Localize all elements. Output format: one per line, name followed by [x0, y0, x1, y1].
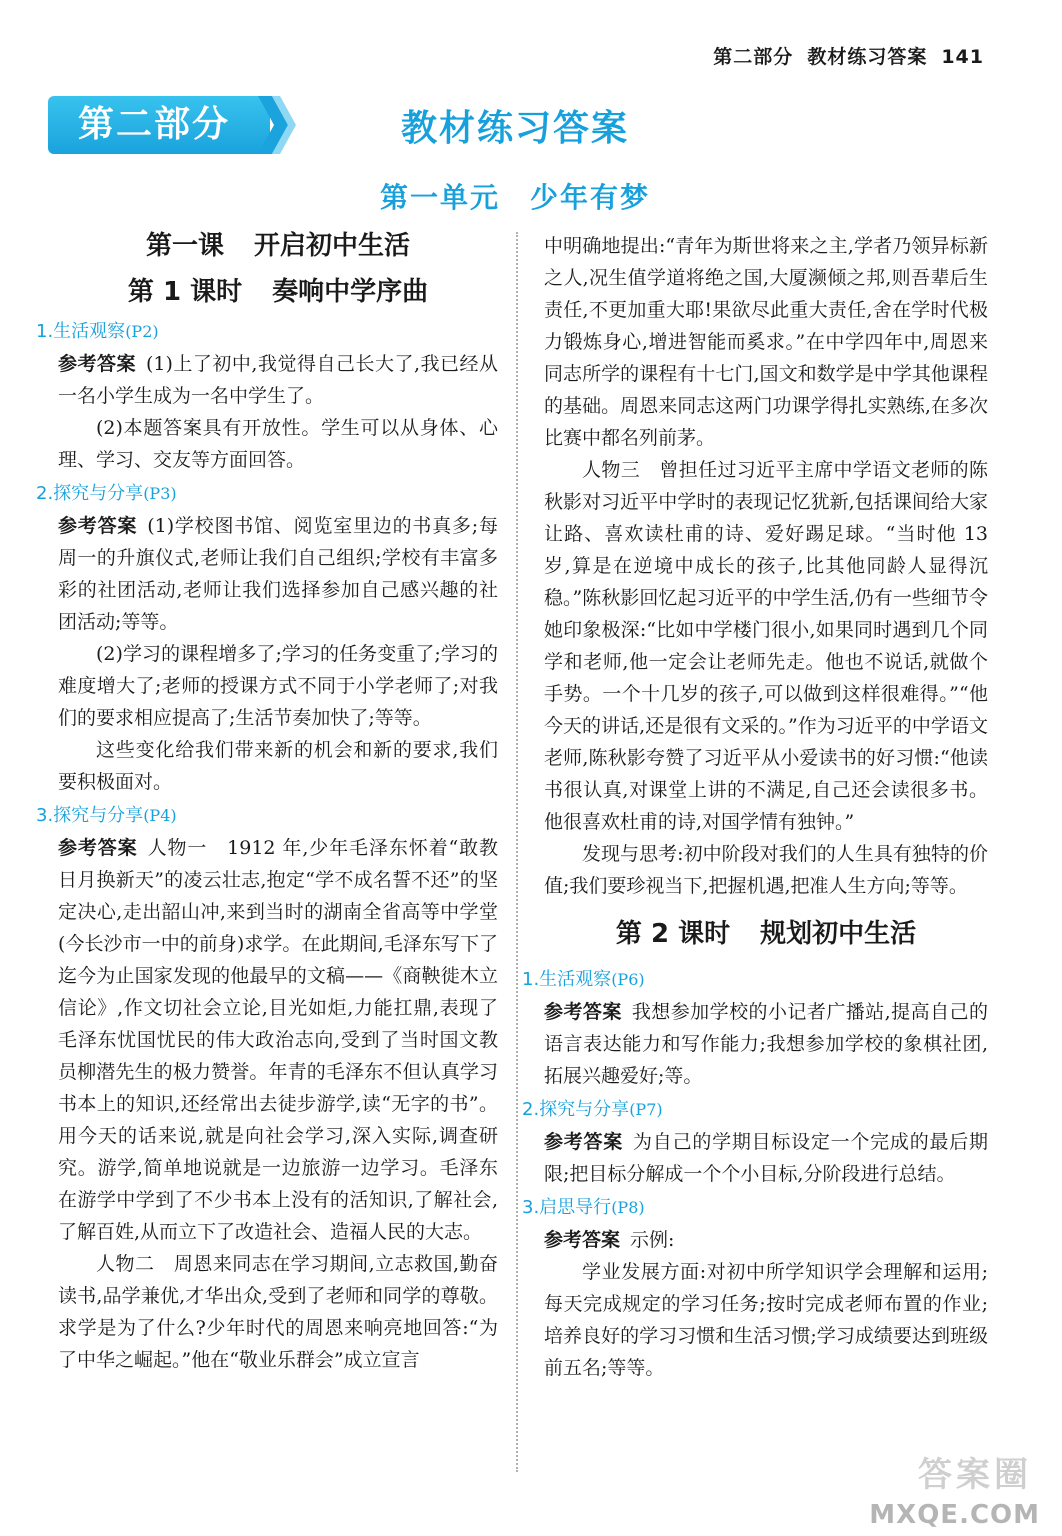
answer-label: 参考答案 [58, 837, 138, 859]
section-title: 2.探究与分享 [36, 483, 144, 504]
answer-label: 参考答案 [544, 1001, 622, 1023]
unit-title [300, 176, 730, 216]
section-title: 1.生活观察 [36, 321, 126, 342]
section-heading [522, 964, 988, 996]
column-divider [516, 232, 518, 1472]
period-title [544, 914, 988, 954]
header-section: 第二部分 [713, 46, 794, 68]
answer-text: 人物二 周恩来同志在学习期间,立志救国,勤奋读书,品学兼优,才华出众,受到了老师和同学的尊敬。求学是为了什么?少年时代的周恩来响亮地回答:“为了中华之崛起。”他在“敬业乐群会”成立宣言 [58, 1253, 498, 1371]
section-page: (P7) [629, 1100, 663, 1119]
answer-text: 我想参加学校的小记者广播站,提高自己的语言表达能力和写作能力;我想参加学校的象棋社团,拓展兴趣爱好;等。 [544, 1001, 988, 1087]
lesson-label: 第一课 [145, 231, 224, 261]
period-label: 第 1 课时 [127, 277, 243, 307]
answer-text: 人物一 1912 年,少年毛泽东怀着“敢教日月换新天”的凌云壮志,抱定“学不成名誓不还”的坚定决心,走出韶山冲,来到当时的湖南全省高等中学堂(今长沙市一中的前身)求学。在此期间,毛泽东写下了迄今为止国家发现的他最早的文稿——《商鞅徙木立信论》,作文切社会立论,目光如炬,力能扛鼎,表现了毛泽东忧国忧民的伟大政治志向,受到了当时国文教员柳潜先生的极力赞誉。年青的毛泽东不但认真学习书本上的知识,还经常出去徒步游学,读“无字的书”。用今天的话来说,就是向社会学习,深入实际,调查研究。游学,简单地说就是一边旅游一边学习。毛泽东在游学中学到了不少书本上没有的活知识,了解社会,了解百姓,从而立下了改造社会、造福人民的大志。 [58, 837, 498, 1243]
section-heading [36, 478, 498, 510]
lesson-title [58, 226, 498, 266]
section-heading [36, 316, 498, 348]
section-page: (P2) [125, 322, 159, 341]
section-title: 3.探究与分享 [36, 805, 144, 826]
answer-text: (2)本题答案具有开放性。学生可以从身体、心理、学习、交友等方面回答。 [58, 417, 498, 471]
period-name: 奏响中学序曲 [272, 277, 429, 307]
header-chapter: 教材练习答案 [807, 46, 928, 68]
section-title: 3.启思导行 [522, 1197, 612, 1218]
part-title: 教材练习答案 [400, 108, 629, 149]
answer-text: 人物三 曾担任过习近平主席中学语文老师的陈秋影对习近平中学时的表现记忆犹新,包括课间给大家让路、喜欢读杜甫的诗、爱好踢足球。“当时他 13 岁,算是在逆境中成长的孩子,比其他同龄人显得沉稳。”陈秋影回忆起习近平的中学生活,仍有一些细节令她印象极深:“比如中学楼门很小,如果同时遇到几个同学和老师,他一定会让老师先走。他也不说话,就做个手势。一个十几岁的孩子,可以做到这样很难得。”“他今天的讲话,还是很有文采的。”作为习近平的中学语文老师,陈秋影夸赞了习近平从小爱读书的好习惯:“他读书很认真,对课堂上讲的不满足,自己还会读很多书。他很喜欢杜甫的诗,对国学情有独钟。” [544, 459, 988, 833]
unit-label: 第一单元 [379, 181, 500, 214]
answer-label: 参考答案 [58, 515, 138, 537]
section-heading [522, 1192, 988, 1224]
section-page: (P3) [143, 484, 177, 503]
answer-text: (1)学校图书馆、阅览室里边的书真多;每周一的升旗仪式,老师让我们自己组织;学校有丰富多彩的社团活动,老师让我们选择参加自己感兴趣的社团活动;等等。 [58, 515, 498, 633]
period-title [58, 272, 498, 312]
part-badge: 第二部分 [48, 96, 270, 154]
answer-text: 这些变化给我们带来新的机会和新的要求,我们要积极面对。 [58, 739, 498, 793]
answer-text: 发现与思考:初中阶段对我们的人生具有独特的价值;我们要珍视当下,把握机遇,把准人生方向;等等。 [544, 843, 988, 897]
answer-label: 参考答案 [544, 1131, 624, 1153]
running-header [699, 42, 984, 69]
answer-text: 示例: [630, 1229, 675, 1251]
watermark-url: MXQE.COM [869, 1500, 1040, 1530]
answer-text: 为自己的学期目标设定一个完成的最后期限;把目标分解成一个个小目标,分阶段进行总结。 [544, 1131, 988, 1185]
answer-text: 中明确地提出:“青年为斯世将来之主,学者乃领异标新之人,况生值学道将绝之国,大厦濒倾之邦,则吾辈后生责任,不更加重大耶!果欲尽此重大责任,舍在学时代极力锻炼身心,增进智能而奚求。”在中学四年中,周恩来同志所学的课程有十七门,国文和数学是中学其他课程的基础。周恩来同志这两门功课学得扎实熟练,在多次比赛中都名列前茅。 [544, 235, 988, 449]
right-column [522, 226, 988, 1384]
section-heading [522, 1094, 988, 1126]
unit-name: 少年有梦 [530, 181, 651, 214]
page-number: 141 [941, 46, 984, 68]
answer-label: 参考答案 [544, 1229, 621, 1251]
period-label: 第 2 课时 [615, 919, 731, 949]
chevron-right-icon [258, 96, 298, 154]
answer-label: 参考答案 [58, 353, 136, 375]
section-title: 2.探究与分享 [522, 1099, 630, 1120]
watermark-logo: 答案圈 [918, 1455, 1032, 1495]
section-page: (P4) [143, 806, 177, 825]
section-title: 1.生活观察 [522, 969, 612, 990]
section-page: (P8) [611, 1198, 645, 1217]
answer-text: (2)学习的课程增多了;学习的任务变重了;学习的难度增大了;老师的授课方式不同于小学老师了;对我们的要求相应提高了;生活节奏加快了;等等。 [58, 643, 498, 729]
answer-text: (1)上了初中,我觉得自己长大了,我已经从一名小学生成为一名中学生了。 [58, 353, 498, 407]
lesson-name: 开启初中生活 [254, 231, 411, 261]
answer-text: 学业发展方面:对初中所学知识学会理解和运用;每天完成规定的学习任务;按时完成老师布置的作业;培养良好的学习习惯和生活习惯;学习成绩要达到班级前五名;等等。 [544, 1261, 988, 1379]
section-page: (P6) [611, 970, 645, 989]
period-name: 规划初中生活 [760, 919, 917, 949]
section-heading [36, 800, 498, 832]
left-column [36, 226, 498, 1376]
